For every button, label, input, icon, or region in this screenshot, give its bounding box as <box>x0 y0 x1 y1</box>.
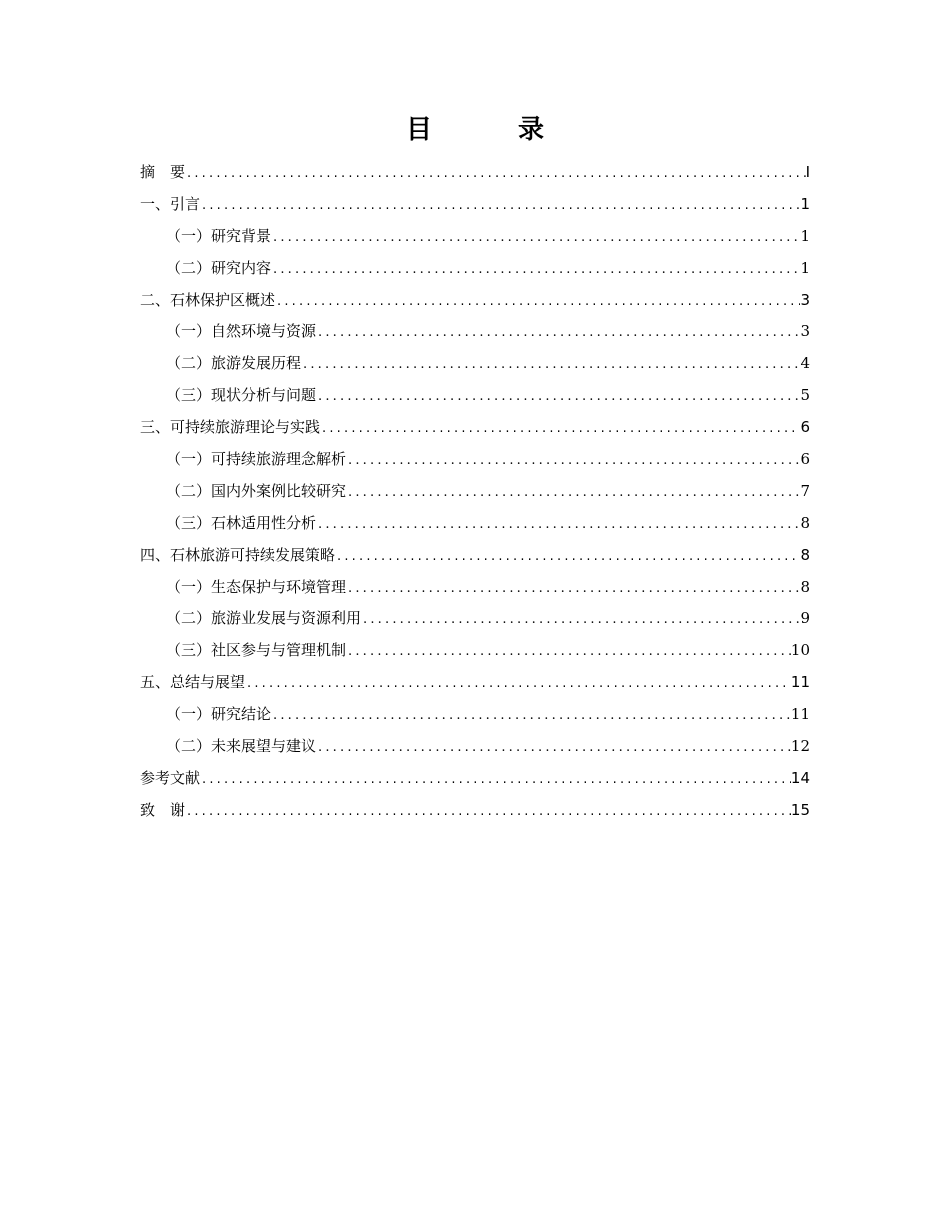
toc-page-number: 8 <box>800 513 810 532</box>
toc-title: 目 录 <box>405 115 574 145</box>
toc-dot-leader <box>316 732 791 763</box>
toc-entry-label: （二）旅游发展历程 <box>166 354 302 373</box>
toc-entry-ecological-protection[interactable] <box>140 572 810 604</box>
toc-page-number: 6 <box>800 450 810 469</box>
toc-entry-label: （三）社区参与与管理机制 <box>166 641 347 660</box>
toc-entry-label: （二）国内外案例比较研究 <box>166 481 347 500</box>
toc-dot-leader <box>271 700 791 731</box>
toc-entry-future-suggestions[interactable] <box>140 731 810 763</box>
toc-page-number: 4 <box>800 354 810 373</box>
toc-page-number: I <box>805 163 810 181</box>
toc-page-number: 15 <box>790 800 810 819</box>
toc-entry-label: 参考文献 <box>140 768 201 787</box>
toc-page-number: 8 <box>800 577 810 596</box>
toc-entry-label: （一）研究结论 <box>166 705 272 724</box>
toc-entry-community-participation[interactable] <box>140 635 810 667</box>
toc-dot-leader <box>185 796 791 827</box>
toc-entry-label: （一）研究背景 <box>166 226 272 245</box>
toc-page-number: 1 <box>800 226 810 245</box>
toc-dot-leader <box>346 573 800 604</box>
toc-entry-label: （二）旅游业发展与资源利用 <box>166 609 362 628</box>
toc-entry-introduction[interactable] <box>140 189 810 221</box>
toc-entry-sustainable-theory[interactable] <box>140 412 810 444</box>
toc-dot-leader <box>245 668 791 699</box>
toc-entry-label: 五、总结与展望 <box>140 673 246 692</box>
toc-dot-leader <box>275 286 800 317</box>
toc-dot-leader <box>320 413 800 444</box>
toc-page-number: 8 <box>800 545 810 564</box>
toc-entry-case-comparison[interactable] <box>140 476 810 508</box>
toc-dot-leader <box>316 317 800 348</box>
toc-dot-leader <box>346 636 791 667</box>
toc-entry-label: （二）未来展望与建议 <box>166 737 317 756</box>
toc-page-number: 3 <box>800 290 810 309</box>
toc-page-number: 11 <box>790 705 810 724</box>
toc-page-number: 9 <box>800 609 810 628</box>
toc-page-number: 1 <box>800 258 810 277</box>
toc-entry-label: 三、可持续旅游理论与实践 <box>140 418 321 437</box>
toc-dot-leader <box>271 222 800 253</box>
toc-entry-concept-analysis[interactable] <box>140 444 810 476</box>
toc-entry-acknowledgements[interactable] <box>140 795 810 827</box>
toc-entry-label: （三）现状分析与问题 <box>166 386 317 405</box>
toc-entry-applicability[interactable] <box>140 508 810 540</box>
toc-entry-conclusion-outlook[interactable] <box>140 667 810 699</box>
toc-page-number: 1 <box>800 194 810 213</box>
toc-entry-label: 二、石林保护区概述 <box>140 290 276 309</box>
toc-dot-leader <box>346 445 800 476</box>
toc-list <box>140 157 810 827</box>
toc-dot-leader <box>361 604 800 635</box>
toc-dot-leader <box>185 158 806 189</box>
toc-dot-leader <box>200 764 791 795</box>
toc-entry-label: （三）石林适用性分析 <box>166 513 317 532</box>
toc-entry-label: （一）自然环境与资源 <box>166 322 317 341</box>
toc-page-number: 6 <box>800 418 810 437</box>
toc-entry-abstract[interactable] <box>140 157 810 189</box>
toc-entry-label: （一）可持续旅游理念解析 <box>166 450 347 469</box>
toc-entry-label: 摘 要 <box>140 163 186 181</box>
toc-entry-label: （一）生态保护与环境管理 <box>166 577 347 596</box>
toc-entry-strategies[interactable] <box>140 540 810 572</box>
toc-entry-tourism-history[interactable] <box>140 348 810 380</box>
toc-page-number: 3 <box>800 322 810 341</box>
toc-entry-research-content[interactable] <box>140 253 810 285</box>
toc-entry-label: （二）研究内容 <box>166 258 272 277</box>
toc-page-number: 14 <box>790 768 810 787</box>
toc-entry-research-background[interactable] <box>140 221 810 253</box>
toc-entry-status-analysis[interactable] <box>140 380 810 412</box>
toc-dot-leader <box>316 381 800 412</box>
toc-dot-leader <box>301 349 800 380</box>
toc-dot-leader <box>335 541 800 572</box>
toc-entry-reserve-overview[interactable] <box>140 285 810 317</box>
toc-entry-label: 一、引言 <box>140 194 201 213</box>
toc-page-number: 11 <box>790 673 810 692</box>
toc-dot-leader <box>271 254 800 285</box>
toc-entry-natural-environment[interactable] <box>140 316 810 348</box>
toc-dot-leader <box>200 190 800 221</box>
toc-page-number: 12 <box>790 737 810 756</box>
toc-page-number: 10 <box>790 641 810 660</box>
toc-dot-leader <box>316 509 800 540</box>
toc-page-number: 7 <box>800 481 810 500</box>
toc-dot-leader <box>346 477 800 508</box>
toc-entry-references[interactable] <box>140 763 810 795</box>
toc-entry-label: 四、石林旅游可持续发展策略 <box>140 545 336 564</box>
toc-entry-label: 致 谢 <box>140 800 186 819</box>
toc-entry-resource-utilization[interactable] <box>140 603 810 635</box>
toc-entry-research-conclusion[interactable] <box>140 699 810 731</box>
toc-page-number: 5 <box>800 386 810 405</box>
